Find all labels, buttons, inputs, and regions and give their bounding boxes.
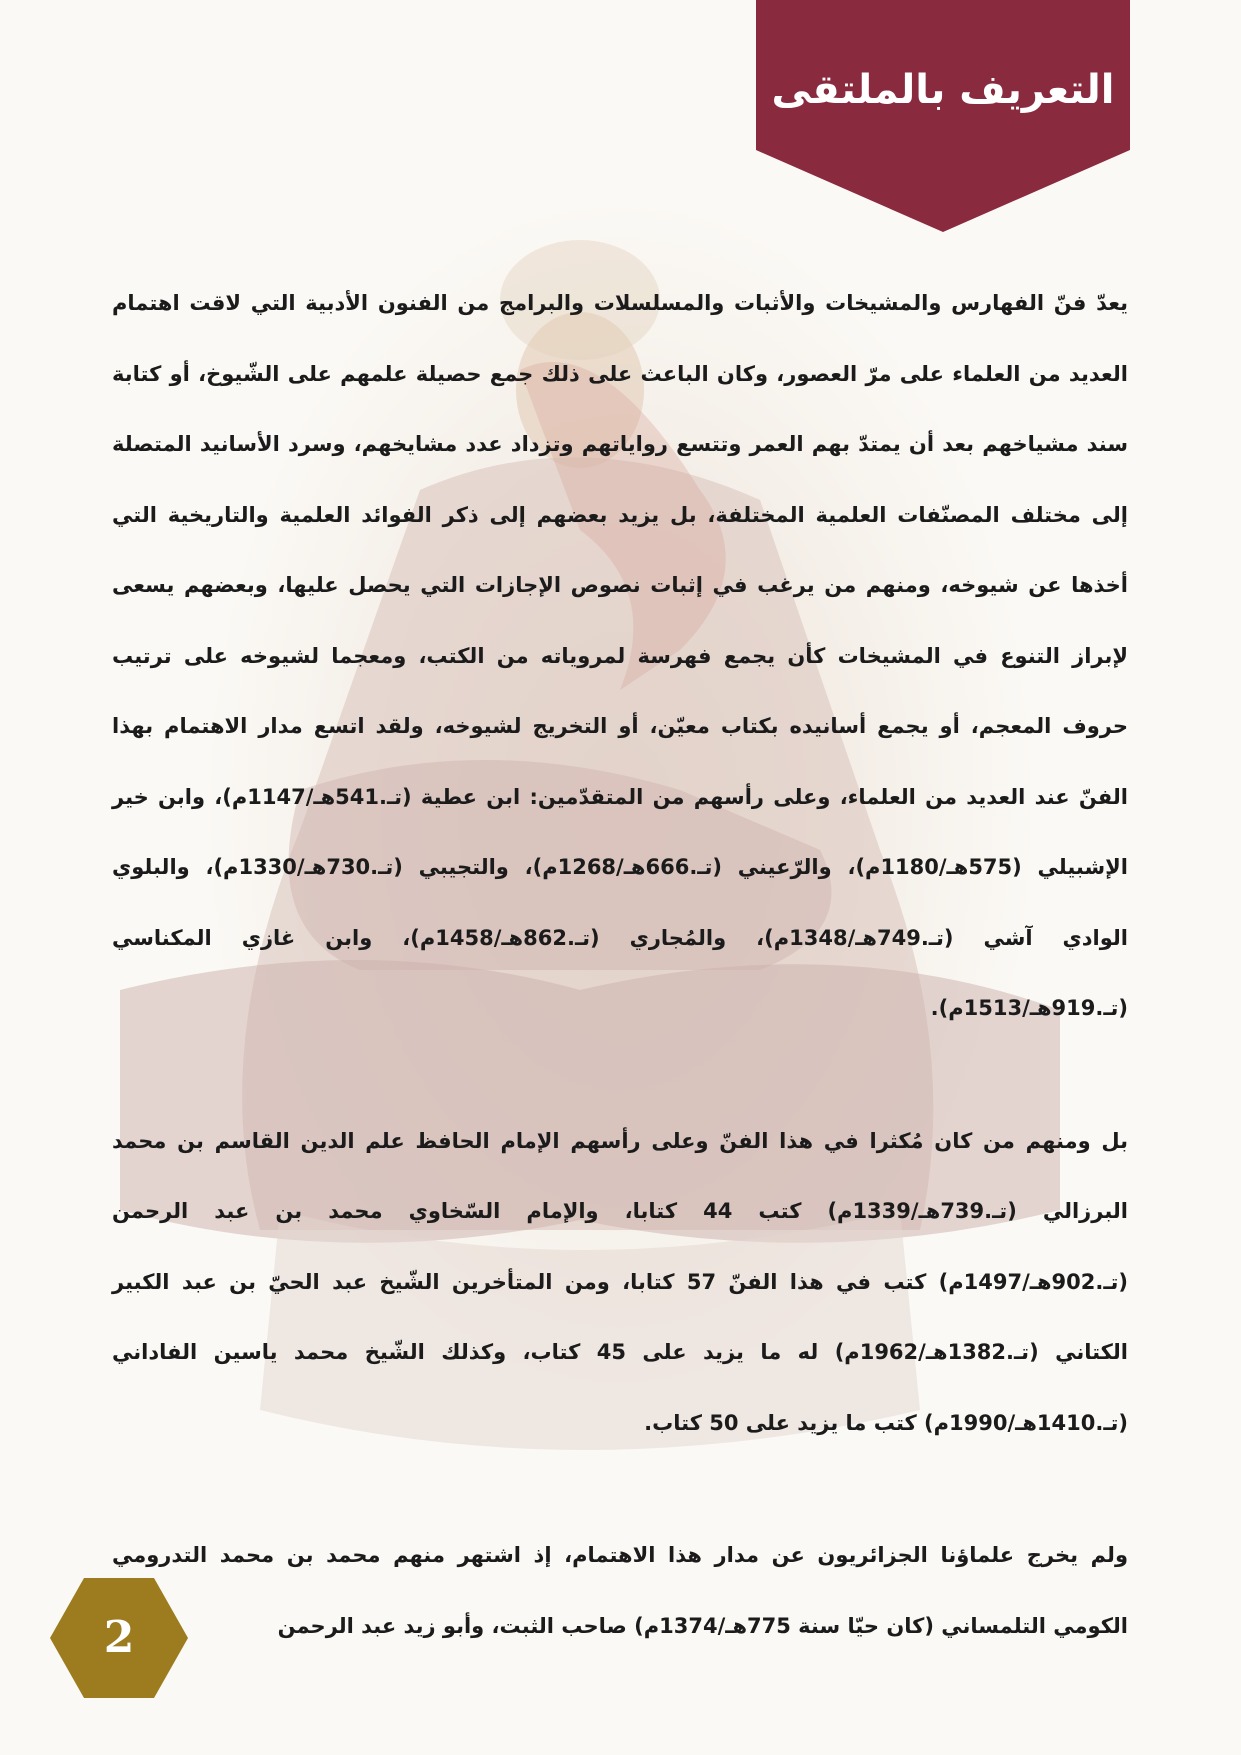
paragraph-1: يعدّ فنّ الفهارس والمشيخات والأثبات والمسلسلات والبرامج من الفنون الأدبية التي لاقت اهتمام العديد من العلماء على مرّ العصور، وكان الباعث على ذلك جمع حصيلة علمهم على الشّيوخ، أو كتابة سند مشياخهم بعد أن يمتدّ بهم العمر وتتسع رواياتهم وتزداد عدد مشايخهم، وسرد الأسانيد المتصلة إلى مختلف المصنّفات العلمية المختلفة، بل يزيد بعضهم إلى ذكر الفوائد العلمية والتاريخية التي أخذها عن شيوخه، ومنهم من يرغب في إثبات نصوص الإجازات التي يحصل عليها، وبعضهم يسعى لإبراز التنوع في المشيخات كأن يجمع فهرسة لمروياته من الكتب، ومعجما لشيوخه على ترتيب حروف المعجم، أو يجمع أسانيده بكتاب معيّن، أو التخريج لشيوخه، ولقد اتسع مدار الاهتمام بهذا الفنّ عند العديد من العلماء، وعلى رأسهم من المتقدّمين: ابن عطية (تـ.541هـ/1147م)، وابن خير الإشبيلي (575هـ/1180م)، والرّعيني (تـ.666هـ/1268م)، والتجيبي (تـ.730هـ/1330م)، والبلوي الوادي آشي (تـ.749هـ/1348م)، والمُجاري (تـ.862هـ/1458م)، وابن غازي المكناسي (تـ.919هـ/1513م). bbox=[112, 291, 1128, 1020]
paragraph-2: بل ومنهم من كان مُكثرا في هذا الفنّ وعلى رأسهم الإمام الحافظ علم الدين القاسم بن محمد البرزالي (تـ.739هـ/1339م) كتب 44 كتابا، والإمام السّخاوي محمد بن عبد الرحمن (تـ.902هـ/1497م) كتب في هذا الفنّ 57 كتابا، ومن المتأخرين الشّيخ عبد الحيّ بن عبد الكبير الكتاني (تـ.1382هـ/1962م) له ما يزيد على 45 كتاب، وكذلك الشّيخ محمد ياسين الفاداني (تـ.1410هـ/1990م) كتب ما يزيد على 50 كتاب. bbox=[112, 1128, 1129, 1435]
paragraph-3: ولم يخرج علماؤنا الجزائريون عن مدار هذا الاهتمام، إذ اشتهر منهم محمد بن محمد التدرومي الكومي التلمساني (كان حيّا سنة 775هـ/1374م) صاحب الثبت، وأبو زيد عبد الرحمن bbox=[112, 1543, 1128, 1638]
body-text bbox=[112, 268, 1128, 1661]
title-banner bbox=[756, 0, 1130, 232]
page-title: التعريف بالملتقى bbox=[771, 67, 1115, 113]
page-number: 2 bbox=[103, 1612, 135, 1663]
page-number-badge bbox=[50, 1578, 188, 1698]
